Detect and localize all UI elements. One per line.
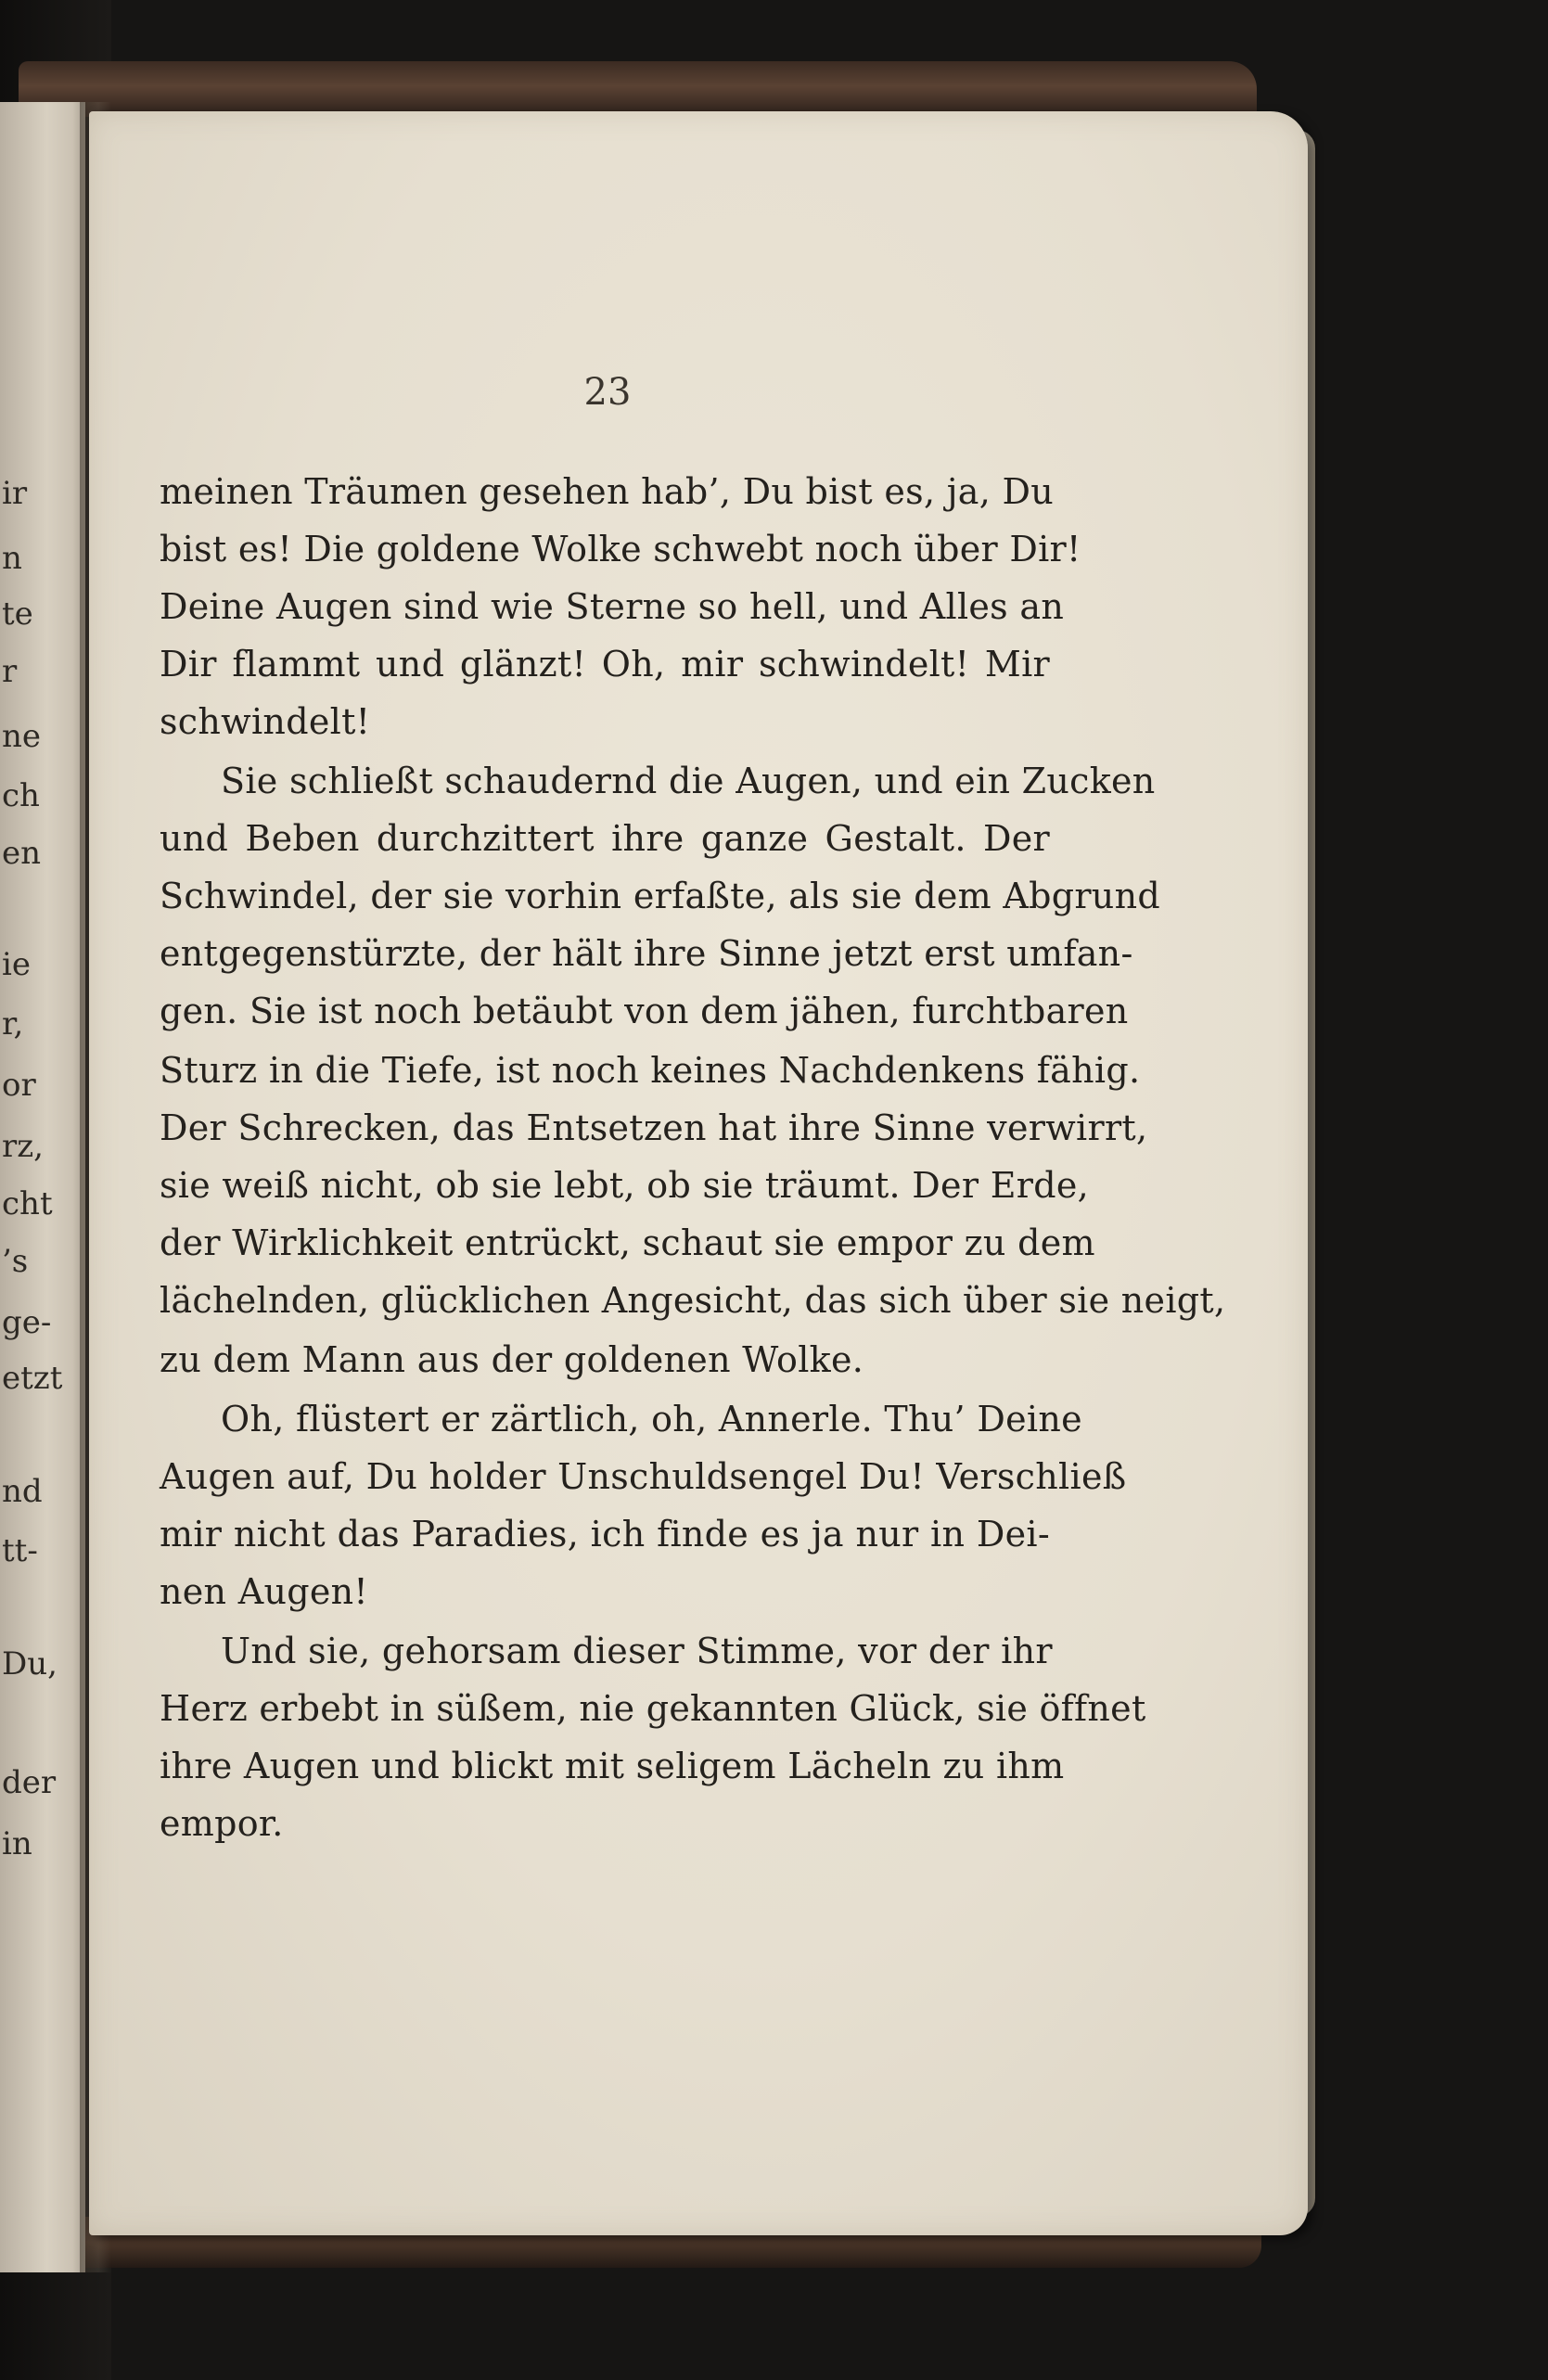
text-line: sie weiß nicht, ob sie lebt, ob sie träumt. Der Erde, [160,1165,1089,1206]
previous-page-fragment: ie [2,946,31,983]
text-line: der Wirklichkeit entrückt, schaut sie empor zu dem [160,1222,1095,1263]
previous-page-fragment: n [2,540,22,577]
book-cover-top-edge [19,61,1257,117]
text-line: Deine Augen sind wie Sterne so hell, und Alles an [160,586,1065,627]
text-line: schwindelt! [160,701,371,742]
text-line: Dir flammt und glänzt! Oh, mir schwindelt! Mir [160,644,1050,685]
text-line: entgegenstürzte, der hält ihre Sinne jetzt erst umfan- [160,933,1133,974]
text-line: ihre Augen und blickt mit seligem Lächeln zu ihm [160,1746,1065,1786]
previous-page-edge [0,102,85,2272]
previous-page-fragment: cht [2,1185,53,1222]
text-line: meinen Träumen gesehen hab’, Du bist es, ja, Du [160,471,1055,512]
previous-page-fragment: ge- [2,1304,52,1341]
previous-page-fragment: ch [2,777,40,814]
text-line: mir nicht das Paradies, ich finde es ja nur in Dei- [160,1514,1050,1555]
text-line: zu dem Mann aus der goldenen Wolke. [160,1339,864,1380]
text-line: Sie schließt schaudernd die Augen, und ein Zucken [221,761,1156,801]
page-number: 23 [583,371,632,414]
previous-page-fragment: te [2,595,33,633]
previous-page-fragment: nd [2,1473,43,1510]
previous-page-fragment: ne [2,718,42,755]
previous-page-fragment: Du, [2,1645,58,1683]
previous-page-fragment: r [2,653,18,690]
text-line: gen. Sie ist noch betäubt von dem jähen, furchtbaren [160,991,1129,1031]
text-line: Der Schrecken, das Entsetzen hat ihre Sinne verwirrt, [160,1107,1148,1148]
previous-page-fragment: in [2,1825,32,1862]
previous-page-fragment: or [2,1067,36,1104]
previous-page-fragment: ’s [2,1243,29,1280]
text-line: Augen auf, Du holder Unschuldsengel Du! Verschließ [160,1456,1127,1497]
previous-page-fragment: der [2,1764,57,1801]
previous-page-fragment: r, [2,1005,24,1043]
text-line: Herz erbebt in süßem, nie gekannten Glück, sie öffnet [160,1688,1146,1729]
text-line: Und sie, gehorsam dieser Stimme, vor der ihr [221,1631,1053,1671]
text-line: bist es! Die goldene Wolke schwebt noch über Dir! [160,529,1081,569]
text-line: Sturz in die Tiefe, ist noch keines Nachdenkens fähig. [160,1050,1141,1091]
previous-page-fragment: ir [2,475,28,512]
text-line: Oh, flüstert er zärtlich, oh, Annerle. Thu’ Deine [221,1399,1082,1440]
previous-page-fragment: en [2,835,42,872]
text-line: und Beben durchzittert ihre ganze Gestalt. Der [160,818,1050,859]
previous-page-fragment: etzt [2,1360,63,1397]
previous-page-fragment: tt- [2,1532,38,1569]
text-line: empor. [160,1803,284,1844]
text-line: lächelnden, glücklichen Angesicht, das sich über sie neigt, [160,1280,1226,1321]
text-line: nen Augen! [160,1571,368,1612]
text-line: Schwindel, der sie vorhin erfaßte, als sie dem Abgrund [160,876,1160,916]
previous-page-fragment: rz, [2,1128,44,1165]
